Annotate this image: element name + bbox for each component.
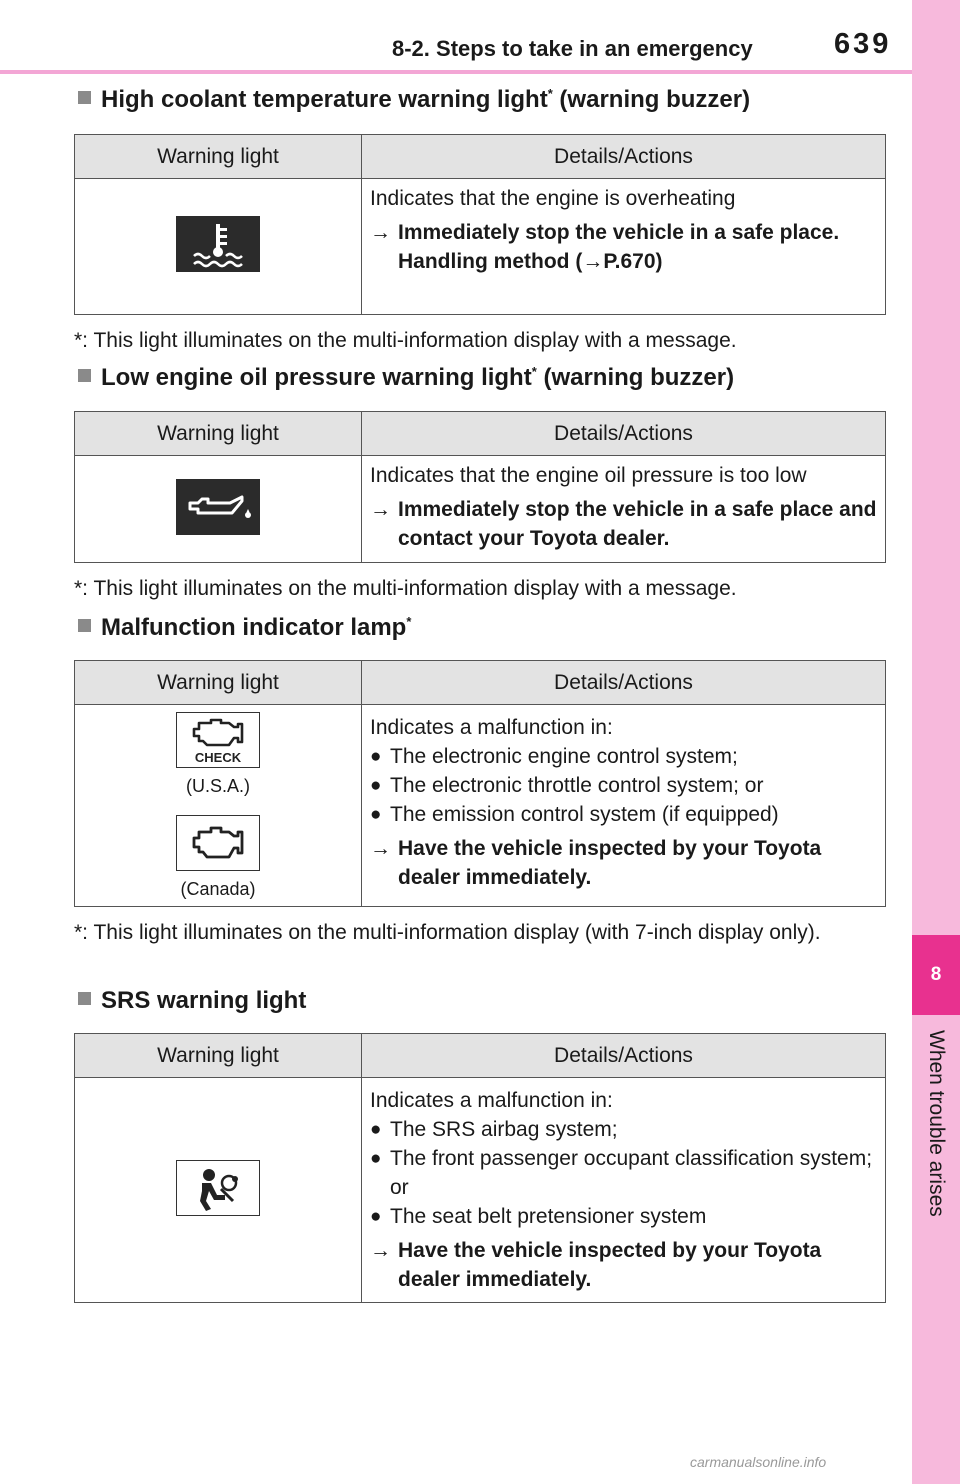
square-bullet-icon	[78, 619, 91, 632]
mil-action: → Have the vehicle inspected by your Toyota dealer immediately.	[370, 834, 877, 892]
col-header-warning-light: Warning light	[75, 412, 362, 456]
col-header-details: Details/Actions	[362, 1034, 886, 1078]
col-header-warning-light: Warning light	[75, 135, 362, 179]
check-engine-canada-icon	[176, 815, 260, 871]
coolant-details-cell	[362, 179, 886, 315]
bullet-dot-icon: ●	[370, 775, 382, 796]
coolant-footnote: *: This light illuminates on the multi-information display with a message.	[74, 329, 737, 352]
caption-usa: (U.S.A.)	[185, 775, 250, 796]
mil-usa-icon-group	[75, 712, 361, 797]
srs-details-cell	[362, 1078, 886, 1303]
check-engine-usa-icon	[176, 712, 260, 768]
oil-icon-cell	[75, 456, 362, 563]
mil-icon-cell	[75, 705, 362, 907]
heading-coolant: High coolant temperature warning light* (warning buzzer)	[78, 86, 750, 114]
header-divider	[0, 70, 912, 74]
coolant-table	[74, 134, 886, 315]
arrow-right-icon: →	[582, 250, 604, 273]
caption-canada: (Canada)	[180, 878, 256, 899]
bullet-dot-icon: ●	[370, 804, 382, 825]
square-bullet-icon	[78, 992, 91, 1005]
oil-table	[74, 411, 886, 563]
col-header-warning-light: Warning light	[75, 1034, 362, 1078]
mil-canada-icon-group	[75, 815, 361, 900]
srs-table	[74, 1033, 886, 1303]
coolant-icon-cell	[75, 179, 362, 315]
heading-malfunction-indicator: Malfunction indicator lamp*	[78, 614, 411, 642]
oil-footnote: *: This light illuminates on the multi-information display with a message.	[74, 577, 737, 600]
chapter-title: When trouble arises	[925, 1030, 948, 1217]
mil-table	[74, 660, 886, 907]
col-header-details: Details/Actions	[362, 661, 886, 705]
col-header-warning-light: Warning light	[75, 661, 362, 705]
srs-action: → Have the vehicle inspected by your Toyota dealer immediately.	[370, 1236, 877, 1294]
srs-details-text: Indicates a malfunction in:	[370, 1089, 613, 1112]
oil-details-cell	[362, 456, 886, 563]
square-bullet-icon	[78, 369, 91, 382]
srs-airbag-icon	[176, 1160, 260, 1216]
bullet-dot-icon: ●	[370, 746, 382, 767]
arrow-right-icon: →	[370, 1239, 391, 1262]
heading-srs: SRS warning light	[78, 987, 306, 1015]
arrow-right-icon: →	[370, 837, 391, 860]
arrow-right-icon: →	[370, 498, 391, 521]
list-item: ● The seat belt pretensioner system	[370, 1202, 877, 1231]
square-bullet-icon	[78, 91, 91, 104]
col-header-details: Details/Actions	[362, 412, 886, 456]
mil-footnote: *: This light illuminates on the multi-information display (with 7-inch display only).	[74, 921, 821, 944]
section-title: 8-2. Steps to take in an emergency	[392, 36, 753, 61]
bullet-dot-icon: ●	[370, 1119, 382, 1140]
coolant-action: → Immediately stop the vehicle in a safe place. Handling method (→P.670)	[370, 218, 877, 276]
srs-icon-cell	[75, 1078, 362, 1303]
list-item: ● The SRS airbag system;	[370, 1115, 877, 1144]
oil-action: → Immediately stop the vehicle in a safe place and contact your Toyota dealer.	[370, 495, 877, 553]
chapter-side-tab	[912, 0, 960, 1484]
heading-oil-pressure: Low engine oil pressure warning light* (warning buzzer)	[78, 364, 734, 392]
bullet-dot-icon: ●	[370, 1148, 382, 1169]
coolant-temperature-icon	[176, 216, 260, 272]
coolant-details-text: Indicates that the engine is overheating	[370, 187, 736, 210]
mil-details-text: Indicates a malfunction in:	[370, 716, 613, 739]
bullet-dot-icon: ●	[370, 1206, 382, 1227]
watermark: carmanualsonline.info	[690, 1454, 827, 1470]
list-item: ● The front passenger occupant classification system; or	[370, 1144, 877, 1202]
list-item: ● The emission control system (if equipped)	[370, 800, 877, 829]
mil-details-cell	[362, 705, 886, 907]
svg-text:CHECK: CHECK	[194, 749, 242, 765]
arrow-right-icon: →	[370, 221, 391, 244]
page-number: 639	[834, 28, 892, 60]
col-header-details: Details/Actions	[362, 135, 886, 179]
chapter-number-badge: 8	[912, 935, 960, 1015]
list-item: ● The electronic engine control system;	[370, 742, 877, 771]
oil-pressure-icon	[176, 479, 260, 535]
oil-details-text: Indicates that the engine oil pressure is too low	[370, 464, 807, 487]
list-item: ● The electronic throttle control system; or	[370, 771, 877, 800]
page-reference-link[interactable]: P.670)	[603, 250, 663, 273]
